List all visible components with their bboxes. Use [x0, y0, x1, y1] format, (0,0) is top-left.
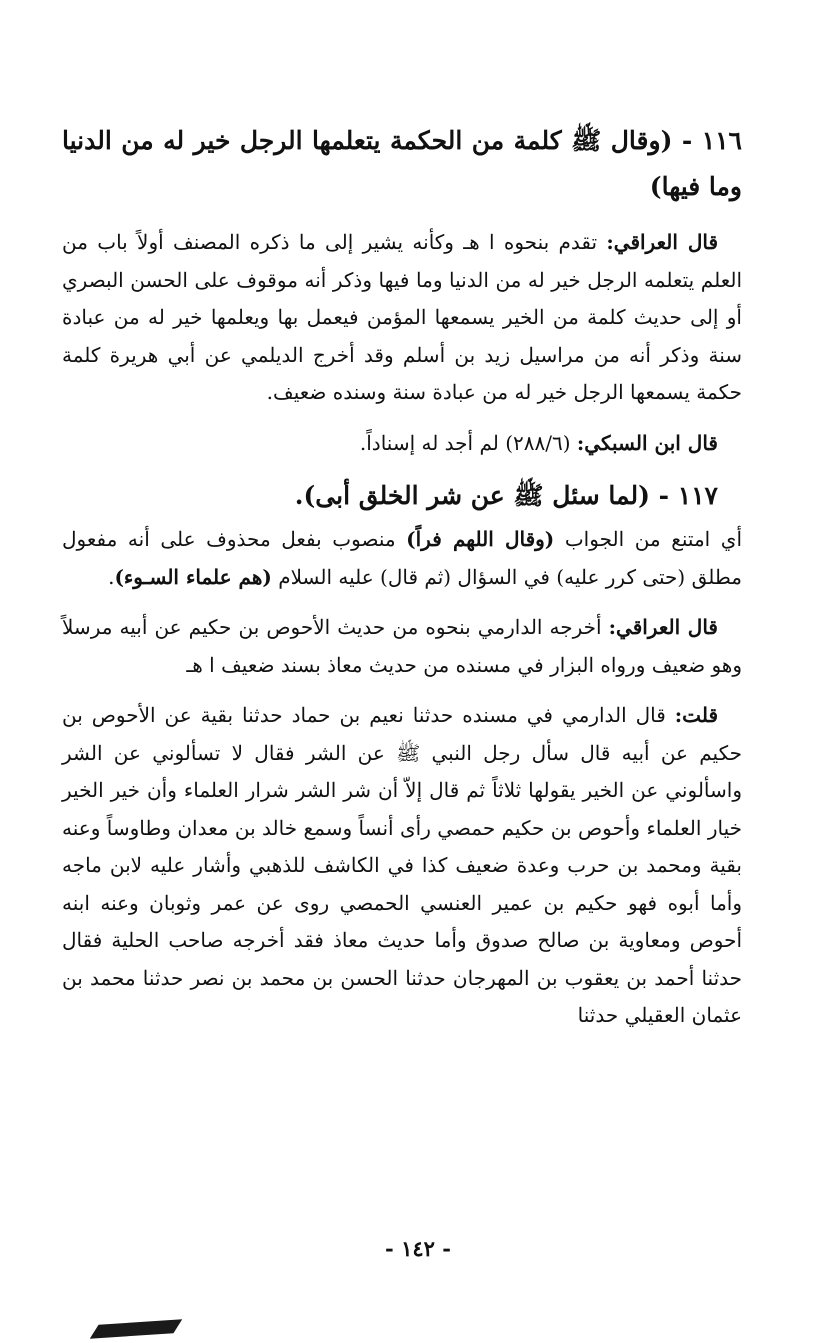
- page-body: [62, 118, 742, 1048]
- iraqi-commentary-116: [62, 224, 742, 412]
- subki-text: (٢٨٨/٦) لم أجد له إسناداً.: [359, 430, 577, 455]
- commentary-text-3: .: [108, 564, 115, 589]
- subki-commentary-116: [62, 425, 742, 463]
- iraqi-label: قال العراقي:: [606, 230, 718, 254]
- commentary-bold-1: (وقال اللهم فراً): [406, 527, 555, 551]
- entry-117-commentary: [62, 521, 742, 596]
- iraqi-text-2: أخرجه الدارمي بنحوه من حديث الأحوص بن حكيم عن أبيه مرسلاً وهو ضعيف ورواه البزار في مسنده من حديث معاذ بسند ضعيف ا هـ: [62, 615, 742, 677]
- entry-116-heading: ١١٦ - (وقال ﷺ كلمة من الحكمة يتعلمها الرجل خير له من الدنيا وما فيها): [62, 126, 742, 201]
- qultu-commentary: [62, 697, 742, 1035]
- qultu-text: قال الدارمي في مسنده حدثنا نعيم بن حماد حدثنا بقية عن الأحوص بن حكيم عن أبيه قال سأل رجل النبي ﷺ عن الشر فقال لا تسألوني عن الشر واسألوني عن الخير يقولها ثلاثاً ثم قال إلاّ أن شر الشر شرار العلماء وأن خير الخير خيار العلماء وأحوص بن حكيم حمصي رأى أنساً وسمع خالد بن معدان وطاوساً وعنه بقية ومحمد بن حرب وعدة ضعيف كذا في الكاشف للذهبي وأشار عليه لابن ماجه وأما أبوه فهو حكيم بن عمير العنسي الحمصي روى عن عمر وثوبان وعنه ابنه أحوص ومعاوية بن صالح صدوق وأما حديث معاذ فقد أخرجه صاحب الحلية فقال حدثنا أحمد بن يعقوب بن المهرجان حدثنا الحسن بن محمد بن نصر حدثنا محمد بن عثمان العقيلي حدثنا: [62, 703, 742, 1027]
- qultu-label: قلت:: [674, 703, 718, 727]
- page-number: - ١٤٢ -: [385, 1236, 451, 1261]
- entry-117-heading: ١١٧ - (لما سئل ﷺ عن شر الخلق أبى).: [294, 481, 718, 510]
- iraqi-label-2: قال العراقي:: [608, 615, 718, 639]
- iraqi-commentary-117: [62, 609, 742, 684]
- iraqi-text: تقدم بنحوه ا هـ وكأنه يشير إلى ما ذكره المصنف أولاً باب من العلم يتعلمه الرجل خير له من الدنيا وما فيها وذكر أنه موقوف على الحسن البصري أو إلى حديث كلمة من الخير يسمعها المؤمن فيعمل بها ويعلمها خير له من عبادة سنة وذكر أنه من مراسيل زيد بن أسلم وقد أخرج الديلمي عن أبي هريرة كلمة حكمة يسمعها الرجل خير له من عبادة سنة وسنده ضعيف.: [62, 230, 742, 404]
- subki-label: قال ابن السبكي:: [576, 430, 718, 455]
- commentary-text-1: أي امتنع من الجواب: [554, 527, 743, 551]
- commentary-bold-2: (هم علماء السـوء): [114, 564, 272, 589]
- scan-edge-mark: [90, 1319, 183, 1339]
- commentary-text-2: منصوب بفعل محذوف على أنه مفعول مطلق (حتى كرر عليه) في السؤال (ثم قال) عليه السلام: [62, 527, 742, 589]
